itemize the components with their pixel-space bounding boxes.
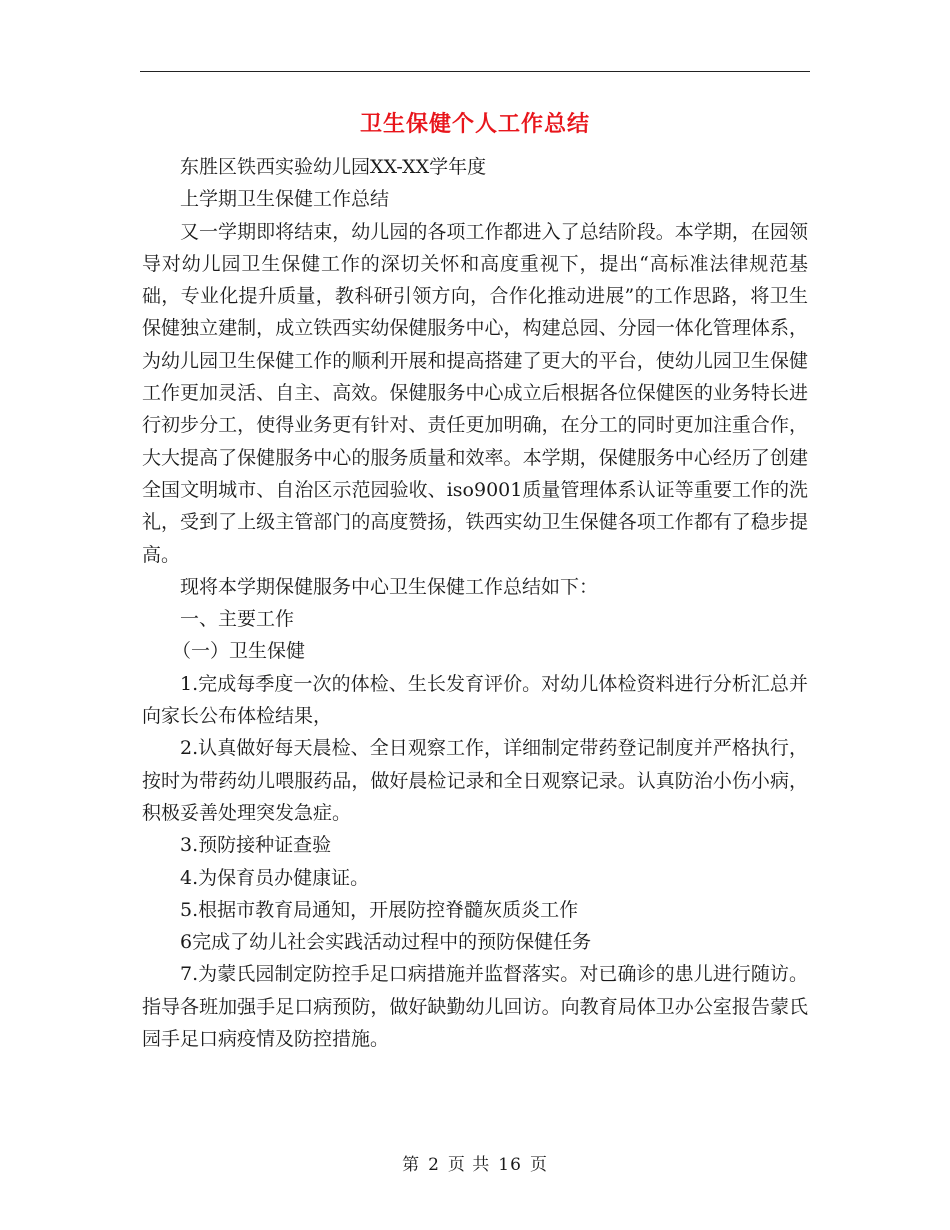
list-item-1: 1.完成每季度一次的体检、生长发育评价。对幼儿体检资料进行分析汇总并向家长公布体检结果， xyxy=(142,672,808,728)
list-item-4: 4.为保育员办健康证。 xyxy=(180,866,370,889)
header-rule xyxy=(140,71,810,72)
paragraph-school-name: 东胜区铁西实验幼儿园XX-XX学年度 xyxy=(180,156,487,178)
paragraph-subtitle: 上学期卫生保健工作总结 xyxy=(180,188,390,211)
subsection-heading-health: （一）卫生保健 xyxy=(172,640,306,663)
paragraph-intro: 又一学期即将结束，幼儿园的各项工作都进入了总结阶段。本学期，在园领导对幼儿园卫生保健工作的深切关怀和高度重视下，提出“高标准法律规范基础，专业化提升质量，教科研引领方向，合作化推动进展”的工作思路，将卫生保健独立建制，成立铁西实幼保健服务中心，构建总园、分园一体化管理体系，为幼儿园卫生保健工作的顺利开展和提高搭建了更大的平台，使幼儿园卫生保健工作更加灵活、自主、高效。保健服务中心成立后根据各位保健医的业务特长进行初步分工，使得业务更有针对、责任更加明确，在分工的同时更加注重合作，大大提高了保健服务中心的服务质量和效率。本学期，保健服务中心经历了创建全国文明城市、自治区示范园验收、iso9001质量管理体系认证等重要工作的洗礼，受到了上级主管部门的高度赞扬，铁西实幼卫生保健各项工作都有了稳步提高。 xyxy=(142,220,808,566)
section-heading-main-work: 一、主要工作 xyxy=(180,608,295,631)
list-item-5: 5.根据市教育局通知，开展防控脊髓灰质炎工作 xyxy=(180,898,579,921)
page-footer xyxy=(0,1152,950,1178)
footer-prefix: 第 xyxy=(402,1155,421,1175)
footer-current-page: 2 xyxy=(428,1155,440,1175)
footer-mid: 页 共 xyxy=(447,1155,491,1175)
list-item-3: 3.预防接种证查验 xyxy=(180,834,332,857)
paragraph-summary-lead: 现将本学期保健服务中心卫生保健工作总结如下： xyxy=(180,575,599,598)
list-item-2: 2.认真做好每天晨检、全日观察工作，详细制定带药登记制度并严格执行，按时为带药幼儿喂服药品，做好晨检记录和全日观察记录。认真防治小伤小病，积极妥善处理突发急症。 xyxy=(142,737,808,824)
footer-suffix: 页 xyxy=(529,1155,548,1175)
footer-total-pages: 16 xyxy=(498,1155,522,1175)
list-item-7: 7.为蒙氏园制定防控手足口病措施并监督落实。对已确诊的患儿进行随访。指导各班加强手足口病预防，做好缺勤幼儿回访。向教育局体卫办公室报告蒙氏园手足口病疫情及防控措施。 xyxy=(142,963,808,1051)
document-title: 卫生保健个人工作总结 xyxy=(359,112,590,137)
document-body xyxy=(142,151,808,1055)
list-item-6: 6完成了幼儿社会实践活动过程中的预防保健任务 xyxy=(180,931,592,954)
